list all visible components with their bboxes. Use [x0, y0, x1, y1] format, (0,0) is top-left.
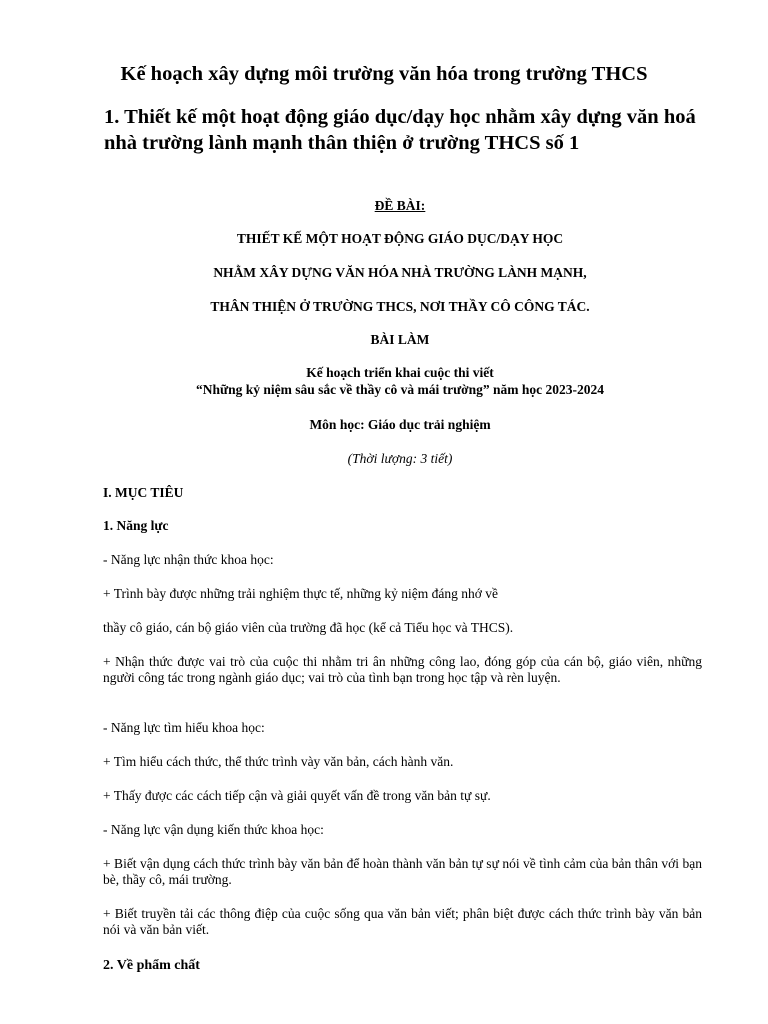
paragraph-6: + Tìm hiểu cách thức, thể thức trình vày văn bản, cách hành văn. — [103, 754, 454, 769]
task-line-3: THÂN THIỆN Ở TRƯỜNG THCS, NƠI THẦY CÔ CÔNG TÁC. — [210, 299, 590, 314]
subsection-heading-competence: 1. Năng lực — [103, 518, 169, 533]
de-bai-heading: ĐỀ BÀI: — [374, 198, 426, 213]
paragraph-1: - Năng lực nhận thức khoa học: — [103, 552, 274, 567]
subsection-heading-qualities: 2. Về phẩm chất — [103, 958, 200, 973]
paragraph-4: + Nhận thức được vai trò của cuộc thi nhằm tri ân những công lao, đóng góp của cán bộ, giáo viên, những người công tác trong ngành giáo dục; vai trò của tình bạn trong học tập và rèn luyện. — [103, 654, 702, 685]
contest-name: “Những kỷ niệm sâu sắc về thầy cô và mái trường” năm học 2023-2024 — [195, 382, 605, 397]
duration-line: (Thời lượng: 3 tiết) — [347, 451, 453, 466]
paragraph-8: - Năng lực vận dụng kiến thức khoa học: — [103, 822, 324, 837]
paragraph-2: + Trình bày được những trải nghiệm thực tế, những kỷ niệm đáng nhớ về — [103, 586, 498, 601]
paragraph-10: + Biết truyền tải các thông điệp của cuộc sống qua văn bản viết; phân biệt được cách thức trình bày văn bản nói và văn bản viết. — [103, 906, 702, 937]
paragraph-3: thầy cô giáo, cán bộ giáo viên của trường đã học (kể cả Tiểu học và THCS). — [103, 620, 514, 635]
main-title: Kế hoạch xây dựng môi trường văn hóa trong trường THCS — [120, 63, 648, 85]
paragraph-7: + Thấy được các cách tiếp cận và giải quyết vấn đề trong văn bản tự sự. — [103, 788, 491, 803]
paragraph-5: - Năng lực tìm hiểu khoa học: — [103, 720, 265, 735]
paragraph-9: + Biết vận dụng cách thức trình bày văn bản để hoàn thành văn bản tự sự nói về tình cảm của bản thân với bạn bè, thầy cô, mái trường. — [103, 856, 702, 887]
section-heading-objectives: I. MỤC TIÊU — [103, 485, 184, 500]
bai-lam-heading: BÀI LÀM — [370, 332, 430, 347]
subject-line: Môn học: Giáo dục trải nghiệm — [309, 417, 491, 432]
task-line-2: NHẰM XÂY DỰNG VĂN HÓA NHÀ TRƯỜNG LÀNH MẠNH, — [213, 265, 587, 280]
task-line-1: THIẾT KẾ MỘT HOẠT ĐỘNG GIÁO DỤC/DẠY HỌC — [236, 231, 564, 246]
sub-title: 1. Thiết kế một hoạt động giáo dục/dạy học nhằm xây dựng văn hoá nhà trường lành mạnh thân thiện ở trường THCS số 1 — [104, 106, 696, 154]
plan-title: Kế hoạch triển khai cuộc thi viết — [306, 365, 494, 380]
